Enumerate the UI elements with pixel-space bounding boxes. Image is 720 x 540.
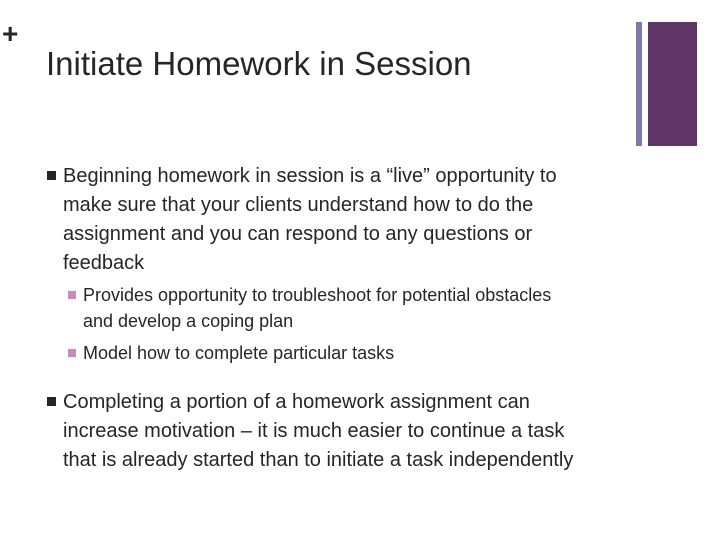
square-bullet-icon [47,397,56,406]
sub-bullet-text-line: and develop a coping plan [83,311,294,331]
bullet-text-line: that is already started than to initiate a task independently [63,449,574,471]
square-bullet-icon [47,171,56,180]
bullet-text-line: Completing a portion of a homework assignment can [63,391,530,413]
plus-icon: + [2,18,19,49]
sub-bullet-text-line: Model how to complete particular tasks [83,343,395,363]
bullet-beginning-homework [47,162,557,278]
square-bullet-icon [68,349,76,357]
bullet-text-line: feedback [63,252,145,274]
sub-bullet-model-tasks [68,340,394,366]
bullet-text-line: increase motivation – it is much easier to continue a task [63,420,565,442]
square-bullet-icon [68,291,76,299]
accent-bar-thick [648,22,697,146]
bullet-completing-portion [47,388,573,475]
slide-title: Initiate Homework in Session [46,45,472,82]
sub-bullet-text-line: Provides opportunity to troubleshoot for potential obstacles [83,285,552,305]
bullet-text-line: make sure that your clients understand how to do the [63,194,534,216]
accent-bar-thin [636,22,642,146]
bullet-text-line: Beginning homework in session is a “live” opportunity to [63,165,557,187]
bullet-text-line: assignment and you can respond to any questions or [63,223,533,245]
sub-bullet-troubleshoot [68,282,551,334]
